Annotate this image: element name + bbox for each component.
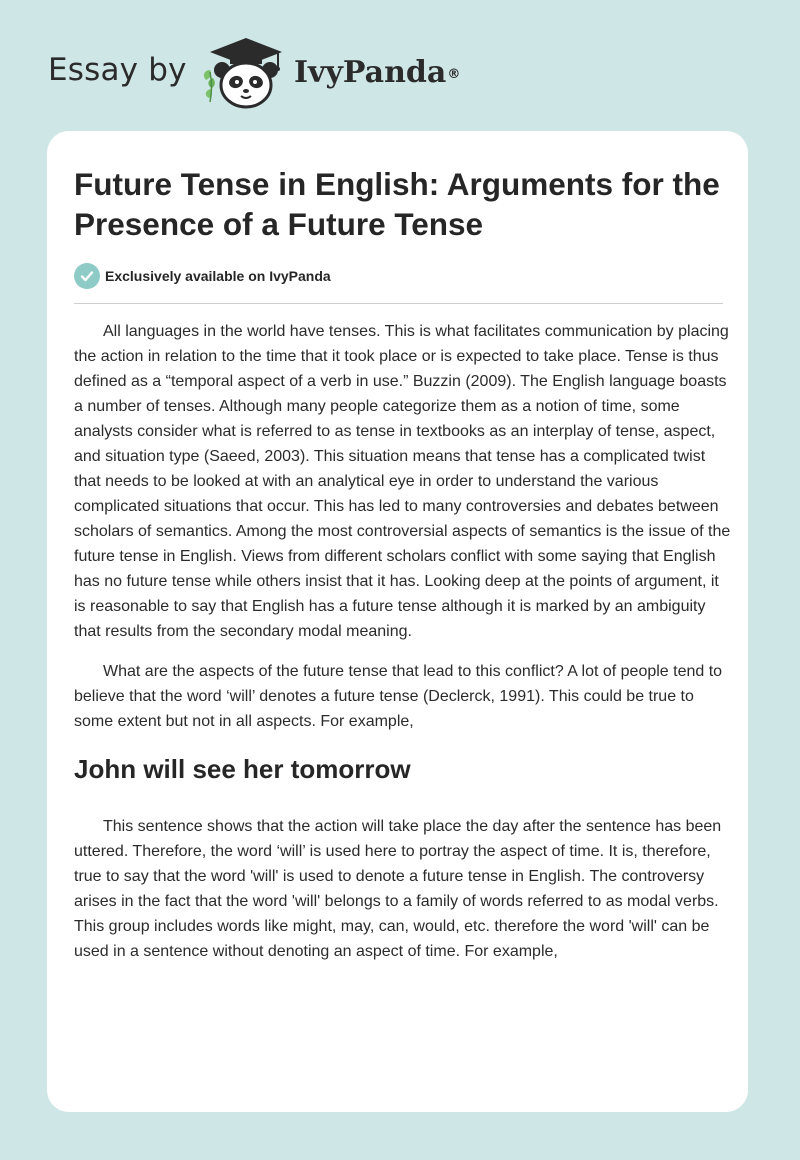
brand-name[interactable] <box>294 53 460 93</box>
essay-title: Future Tense in English: Arguments for the Presence of a Future Tense <box>74 166 720 242</box>
essay-card <box>47 131 748 1112</box>
trademark-symbol: ® <box>447 67 461 82</box>
site-header <box>0 0 800 130</box>
check-circle-icon <box>74 263 100 289</box>
exclusive-badge <box>74 263 331 289</box>
paragraph-1: All languages in the world have tenses. This is what facilitates communication by placing the action in relation to the time that it took place or is expected to take place. Tense is thus defined as a “temporal aspect of a verb in use.” Buzzin (2009). The English language boasts a number of tenses. Although many people categorize them as a notion of time, some analysts consider what is referred to as tense in textbooks as an interplay of tense, aspect, and situation type (Saeed, 2003). This situation means that tense has a complicated twist that needs to be looked at with an analytical eye in order to understand the various complicated situations that occur. This has led to many controversies and debates between scholars of semantics. Among the most controversial aspects of semantics is the issue of the future tense in English. Views from different scholars conflict with some saying that English has no future tense while others insist that it has. Looking deep at the points of argument, it is reasonable to say that English has a future tense although it is marked by an ambiguity that results from the secondary modal meaning. <box>74 323 731 640</box>
panda-graduate-icon[interactable] <box>200 36 292 110</box>
example-heading: John will see her tomorrow <box>74 754 411 784</box>
paragraph-3: This sentence shows that the action will take place the day after the sentence has been uttered. Therefore, the word ‘will’ is used here to portray the aspect of time. It is, therefore, true to say that the word 'will' is used to denote a future tense in English. The controversy arises in the fact that the word 'will' belongs to a family of words referred to as modal verbs. This group includes words like might, may, can, would, etc. therefore the word 'will' can be used in a sentence without denoting an aspect of time. For example, <box>74 818 722 960</box>
ivy-leaf-icon <box>204 70 215 102</box>
essay-by-label: Essay by <box>48 52 187 88</box>
brand-text: IvyPanda <box>294 55 447 90</box>
divider <box>74 303 723 304</box>
exclusive-badge-label: Exclusively available on IvyPanda <box>105 268 331 284</box>
essay-body <box>74 319 734 979</box>
paragraph-2: What are the aspects of the future tense that lead to this conflict? A lot of people tend to believe that the word ‘will’ denotes a future tense (Declerck, 1991). This could be true to some extent but not in all aspects. For example, <box>74 663 723 730</box>
